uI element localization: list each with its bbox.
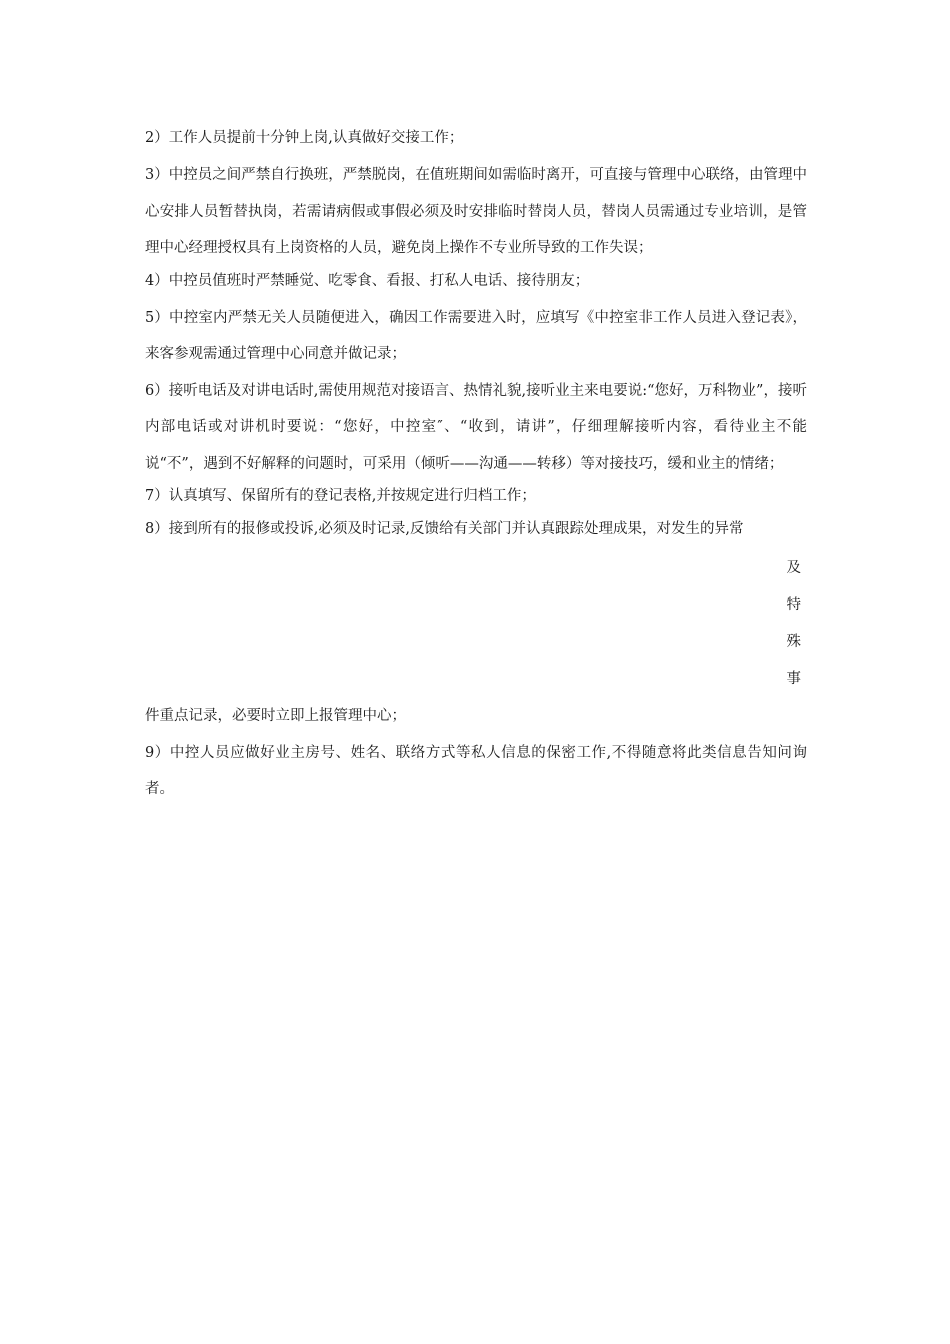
- paragraph-item-8-line1: 8）接到所有的报修或投诉,必须及时记录,反馈给有关部门并认真跟踪处理成果，对发生的异常: [145, 521, 744, 537]
- paragraph-item-4: 4）中控员值班时严禁睡觉、吃零食、看报、打私人电话、接待朋友；: [145, 272, 590, 289]
- vertical-char: 及: [786, 560, 801, 576]
- paragraph-item-8-tail: 件重点记录，必要时立即上报管理中心；: [145, 708, 406, 724]
- paragraph-item-2: 2）工作人员提前十分钟上岗,认真做好交接工作；: [145, 130, 464, 146]
- vertical-char: 特: [786, 597, 801, 613]
- paragraph-item-5: 5）中控室内严禁无关人员随便进入，确因工作需要进入时，应填写《中控室非工作人员进入登记表》，来客参观需通过管理中心同意并做记录；: [145, 309, 807, 362]
- vertical-text-column: [145, 550, 807, 698]
- paragraph-item-8: [145, 515, 807, 735]
- paragraph-item-7: 7）认真填写、保留所有的登记表格,并按规定进行归档工作；: [145, 488, 536, 504]
- document-body: [145, 124, 807, 808]
- paragraph-item-6: 6）接听电话及对讲电话时,需使用规范对接语言、热情礼貌,接听业主来电要说:“您好，万科物业”，接听内部电话或对讲机时要说：“您好，中控室″、“收到，请讲”，仔细理解接听内容，看待业主不能说“不”，遇到不好解释的问题时，可采用（倾听——沟通——转移）等对接技巧，缓和业主的情绪；: [145, 382, 807, 472]
- vertical-char: 殊: [786, 634, 801, 650]
- paragraph-item-9: 9）中控人员应做好业主房号、姓名、联络方式等私人信息的保密工作,不得随意将此类信息告知问询者。: [145, 744, 807, 797]
- vertical-char: 事: [786, 671, 801, 687]
- paragraph-item-3: 3）中控员之间严禁自行换班，严禁脱岗，在值班期间如需临时离开，可直接与管理中心联络，由管理中心安排人员暂替执岗，若需请病假或事假必须及时安排临时替岗人员，替岗人员需通过专业培训，是管理中心经理授权具有上岗资格的人员，避免岗上操作不专业所导致的工作失误；: [145, 167, 807, 256]
